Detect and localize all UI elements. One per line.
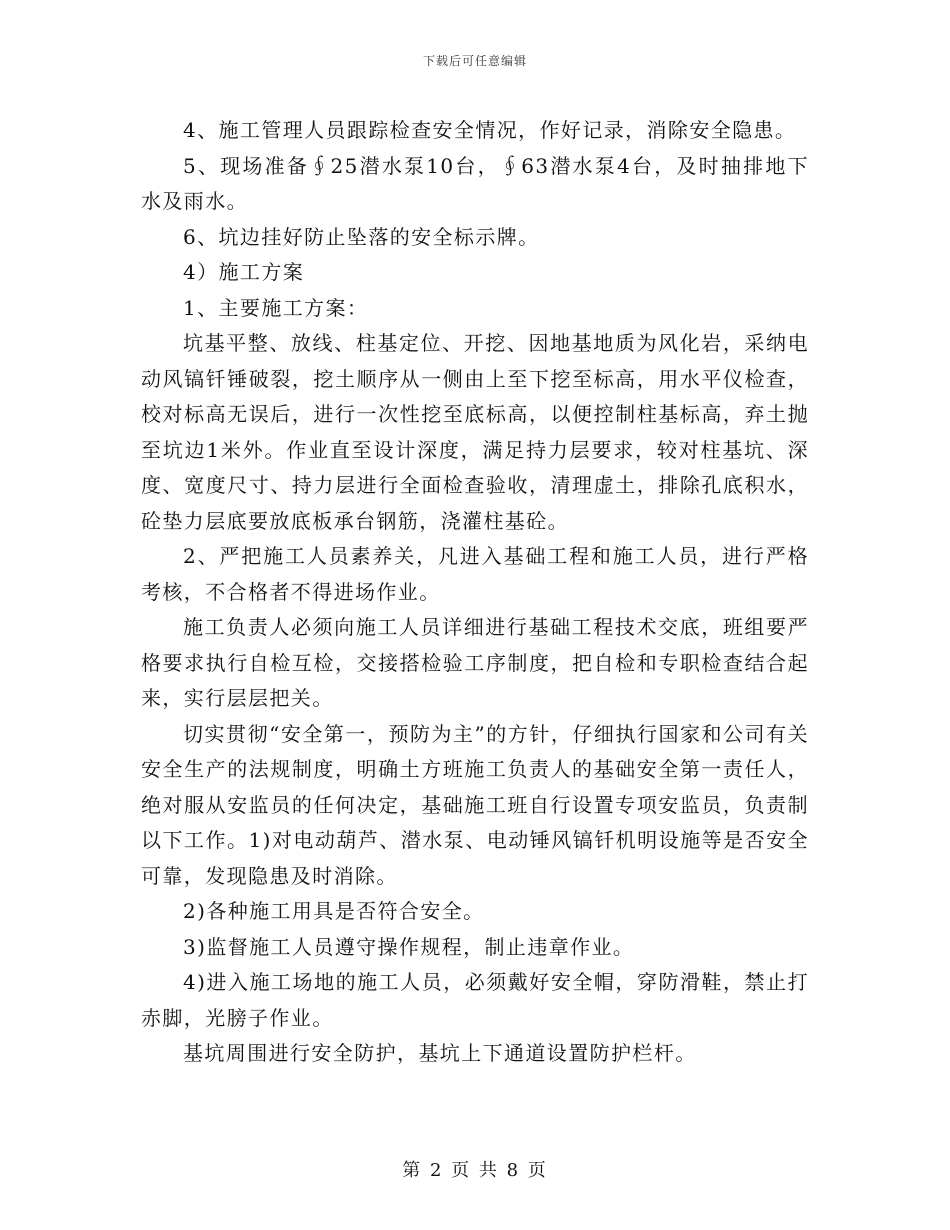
list-item: 4)进入施工场地的施工人员，必须戴好安全帽，穿防滑鞋，禁止打赤脚，光膀子作业。 bbox=[141, 970, 809, 1030]
page-header: 下载后可任意编辑 bbox=[422, 54, 527, 68]
paragraph: 5、现场准备∮25潜水泵10台，∮63潜水泵4台，及时抽排地下水及雨水。 bbox=[141, 153, 809, 213]
paragraph: 4、施工管理人员跟踪检查安全情况，作好记录，消除安全隐患。 bbox=[183, 118, 797, 142]
paragraph: 基坑周围进行安全防护，基坑上下通道设置防护栏杆。 bbox=[183, 1041, 697, 1065]
section-heading: 4）施工方案 bbox=[183, 260, 305, 284]
list-item: 3)监督施工人员遵守操作规程，制止违章作业。 bbox=[183, 934, 635, 959]
subsection-heading: 1、主要施工方案： bbox=[183, 295, 369, 320]
paragraph: 6、坑边挂好防止坠落的安全标示牌。 bbox=[183, 224, 540, 249]
list-item: 2)各种施工用具是否符合安全。 bbox=[183, 899, 485, 923]
page-footer: 第 2 页 共 8 页 bbox=[402, 1160, 548, 1181]
paragraph: 2、严把施工人员素养关，凡进入基础工程和施工人员，进行严格考核，不合格者不得进场作业。 bbox=[141, 544, 809, 604]
paragraph: 施工负责人必须向施工人员详细进行基础工程技术交底，班组要严格要求执行自检互检，交接搭检验工序制度，把自检和专职检查结合起来，实行层层把关。 bbox=[141, 615, 809, 710]
paragraph: 切实贯彻“安全第一，预防为主”的方针，仔细执行国家和公司有关安全生产的法规制度，明确土方班施工负责人的基础安全第一责任人，绝对服从安监员的任何决定，基础施工班自行设置专项安监员，负责制以下工作。1)对电动葫芦、潜水泵、电动锤风镐钎机明设施等是否安全可靠，发现隐患及时消除。 bbox=[141, 721, 809, 888]
document-body bbox=[141, 113, 809, 1072]
paragraph: 坑基平整、放线、柱基定位、开挖、因地基地质为风化岩，采纳电动风镐钎锤破裂，挖土顺序从一侧由上至下挖至标高，用水平仪检查，校对标高无误后，进行一次性挖至底标高，以便控制柱基标高，弃土抛至坑边1米外。作业直至设计深度，满足持力层要求，较对柱基坑、深度、宽度尺寸、持力层进行全面检查验收，清理虚土，排除孔底积水，砼垫力层底要放底板承台钢筋，浇灌柱基砼。 bbox=[141, 331, 809, 533]
